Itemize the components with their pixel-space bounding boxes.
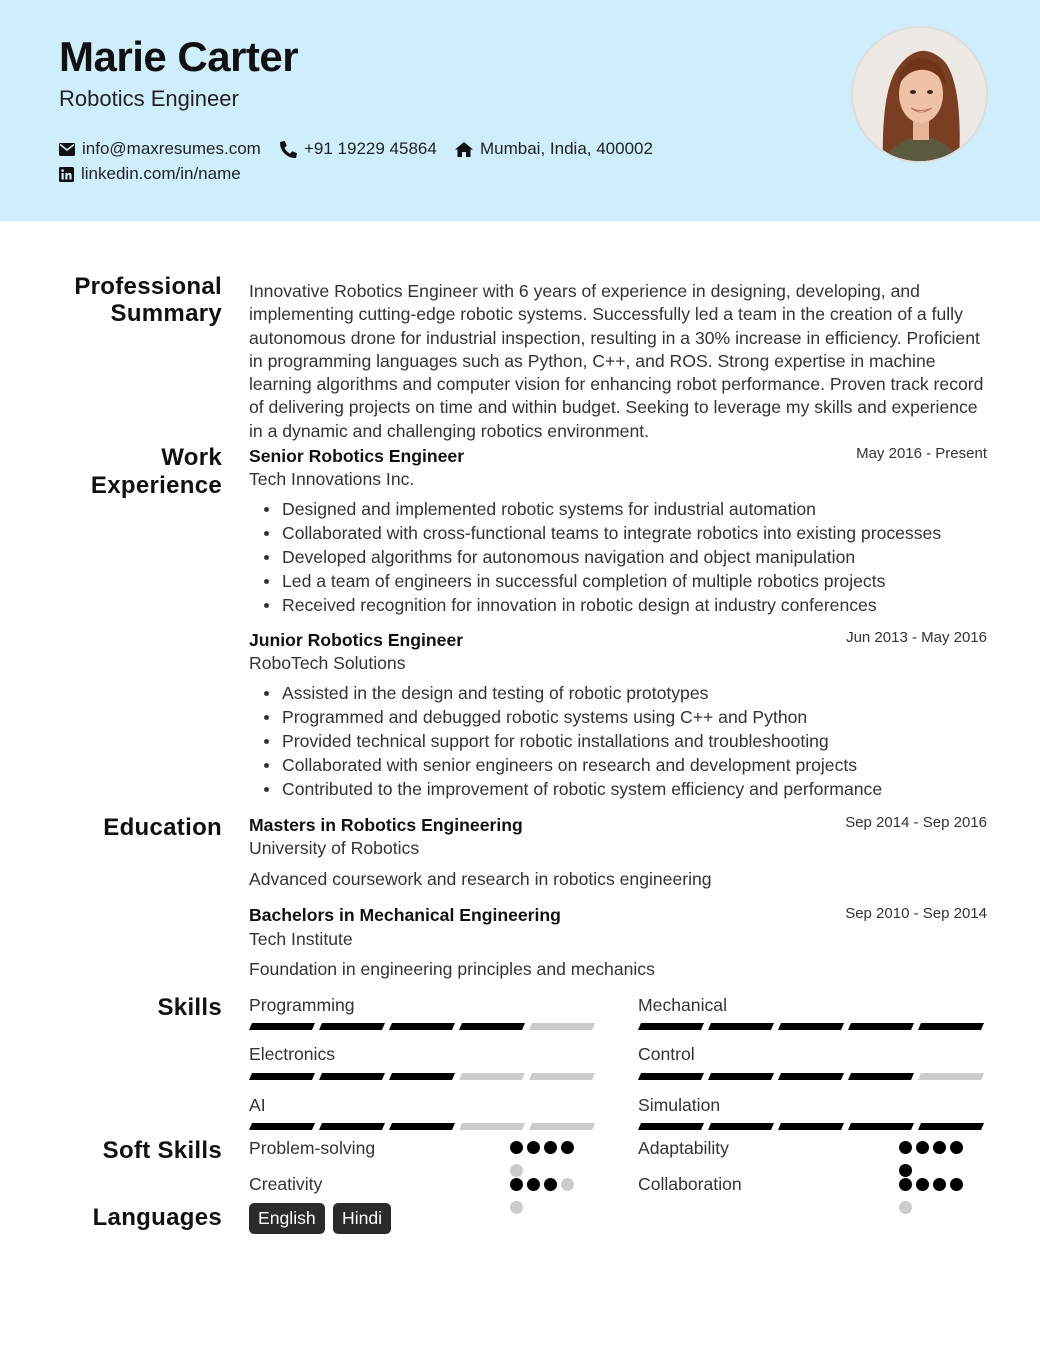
home-icon [455,142,473,157]
skill-bar-segment [638,1123,704,1130]
list-item: Contributed to the improvement of robotic system efficiency and performance [282,779,883,799]
skill-label: Mechanical [638,995,727,1015]
education-description: Foundation in engineering principles and mechanics [249,959,655,979]
skill-bar-segment [529,1073,595,1080]
phone-text: +91 19229 45864 [304,139,437,158]
list-item: Collaborated with senior engineers on research and development projects [282,753,882,777]
skill-level-bar [249,1023,597,1030]
section-title-summary-line1: Professional [74,273,222,300]
education-date: Sep 2014 - Sep 2016 [845,814,987,831]
skill-label: Control [638,1044,695,1064]
section-title-summary [74,273,222,327]
skill-bar-segment [319,1023,385,1030]
skill-bar-segment [249,1023,315,1030]
rating-dot [899,1178,912,1191]
list-item: Received recognition for innovation in robotic design at industry conferences [282,593,941,617]
job-title: Senior Robotics Engineer [249,446,465,466]
skill-label: Simulation [638,1095,721,1115]
linkedin-icon [59,167,74,182]
school-name: Tech Institute [249,929,353,949]
skill-level-bar [638,1123,986,1130]
email-text: info@maxresumes.com [82,139,261,158]
skill-bar-segment [319,1123,385,1130]
rating-dot [950,1141,963,1154]
skill-bar-segment [848,1023,914,1030]
list-item: Developed algorithms for autonomous navigation and object manipulation [282,545,941,569]
rating-dot [510,1141,523,1154]
rating-dot [527,1141,540,1154]
school-name: University of Robotics [249,838,420,858]
profile-photo [851,26,988,163]
skill-bar-segment [708,1073,774,1080]
skill-bar-segment [529,1123,595,1130]
list-item: Assisted in the design and testing of robotic prototypes [282,681,882,705]
skill-bar-segment [389,1123,455,1130]
candidate-name: Marie Carter [59,33,299,80]
degree-title: Masters in Robotics Engineering [249,815,523,835]
soft-skill-label: Creativity [249,1174,323,1194]
skill-label: Programming [249,995,355,1015]
rating-dot [544,1178,557,1191]
contact-location [455,139,653,159]
skill-bar-segment [249,1123,315,1130]
skill-level-bar [638,1073,986,1080]
education-description: Advanced coursework and research in robotics engineering [249,869,712,889]
list-item: Collaborated with cross-functional teams to integrate robotics into existing processes [282,523,942,543]
section-title-skills: Skills [157,994,222,1021]
job-company: RoboTech Solutions [249,653,406,673]
skill-label: Electronics [249,1044,336,1064]
job-bullets [282,497,941,617]
soft-skill-label: Adaptability [638,1138,729,1158]
rating-dot [950,1178,963,1191]
section-title-experience-line1: Work [161,444,222,471]
section-title-experience [91,444,222,500]
phone-icon [280,141,297,158]
skill-level-bar [638,1023,986,1030]
degree-title: Bachelors in Mechanical Engineering [249,905,561,925]
section-title-languages: Languages [92,1204,222,1231]
rating-dot [899,1201,912,1214]
rating-dot [899,1164,912,1177]
skill-bar-segment [389,1023,455,1030]
contact-email[interactable] [59,139,261,159]
skill-level-bar [249,1073,597,1080]
skill-bar-segment [778,1123,844,1130]
skill-bar-segment [848,1123,914,1130]
section-title-education: Education [103,814,222,841]
language-badge: English [249,1203,325,1234]
job-date: May 2016 - Present [856,445,987,462]
skill-label: AI [249,1095,266,1115]
rating-dot [510,1201,523,1214]
skill-bar-segment [708,1123,774,1130]
soft-skill-label: Collaboration [638,1174,742,1194]
rating-dot [933,1141,946,1154]
location-text: Mumbai, India, 400002 [480,139,653,158]
skill-bar-segment [918,1123,984,1130]
skill-bar-segment [778,1023,844,1030]
section-title-summary-line2: Summary [110,300,222,327]
skill-bar-segment [459,1123,525,1130]
rating-dot [527,1178,540,1191]
skill-bar-segment [459,1073,525,1080]
rating-dot [916,1178,929,1191]
rating-dot [899,1141,912,1154]
candidate-title: Robotics Engineer [59,86,239,111]
rating-dot [544,1141,557,1154]
list-item: Provided technical support for robotic installations and troubleshooting [282,729,882,753]
resume-header [0,0,1040,221]
skill-bar-segment [319,1073,385,1080]
job-title: Junior Robotics Engineer [249,630,464,650]
linkedin-text: linkedin.com/in/name [81,164,241,183]
rating-dot [916,1141,929,1154]
skill-bar-segment [708,1023,774,1030]
skill-bar-segment [848,1073,914,1080]
skill-bar-segment [638,1023,704,1030]
job-company: Tech Innovations Inc. [249,469,415,489]
summary-text: Innovative Robotics Engineer with 6 years of experience in designing, developing, and implementing cutting-edge robotic systems. Successfully led a team in the creation of a fully autonomous drone for industrial inspection, resulting in a 30% increase in efficiency. Proficient in programming languages such as Python, C++, and ROS. Strong expertise in machine learning algorithms and computer vision for enhancing robot performance. Proven track record of delivering projects on time and within budget. Seeking to leverage my skills and experience in a dynamic and challenging robotics environment. [249,281,984,441]
skill-bar-segment [778,1073,844,1080]
skill-bar-segment [638,1073,704,1080]
job-date: Jun 2013 - May 2016 [846,629,987,646]
section-title-experience-line2: Experience [90,472,222,499]
skill-bar-segment [459,1023,525,1030]
rating-dot [510,1164,523,1177]
list-item: Led a team of engineers in successful completion of multiple robotics projects [282,569,941,593]
list-item: Programmed and debugged robotic systems using C++ and Python [282,705,882,729]
section-title-soft-skills: Soft Skills [102,1137,222,1164]
rating-dot [561,1178,574,1191]
skill-bar-segment [918,1073,984,1080]
job-bullets [282,681,882,801]
skill-bar-segment [918,1023,984,1030]
rating-dot [510,1178,523,1191]
rating-dot [561,1141,574,1154]
contact-linkedin[interactable] [59,164,241,184]
envelope-icon [59,143,75,156]
list-item: Designed and implemented robotic systems for industrial automation [282,497,941,521]
skill-bar-segment [529,1023,595,1030]
skill-bar-segment [389,1073,455,1080]
skill-bar-segment [249,1073,315,1080]
rating-dot [933,1178,946,1191]
contact-phone[interactable] [280,139,437,159]
soft-skill-label: Problem-solving [249,1138,376,1158]
skill-level-bar [249,1123,597,1130]
education-date: Sep 2010 - Sep 2014 [845,905,987,922]
language-badge: Hindi [333,1203,391,1234]
